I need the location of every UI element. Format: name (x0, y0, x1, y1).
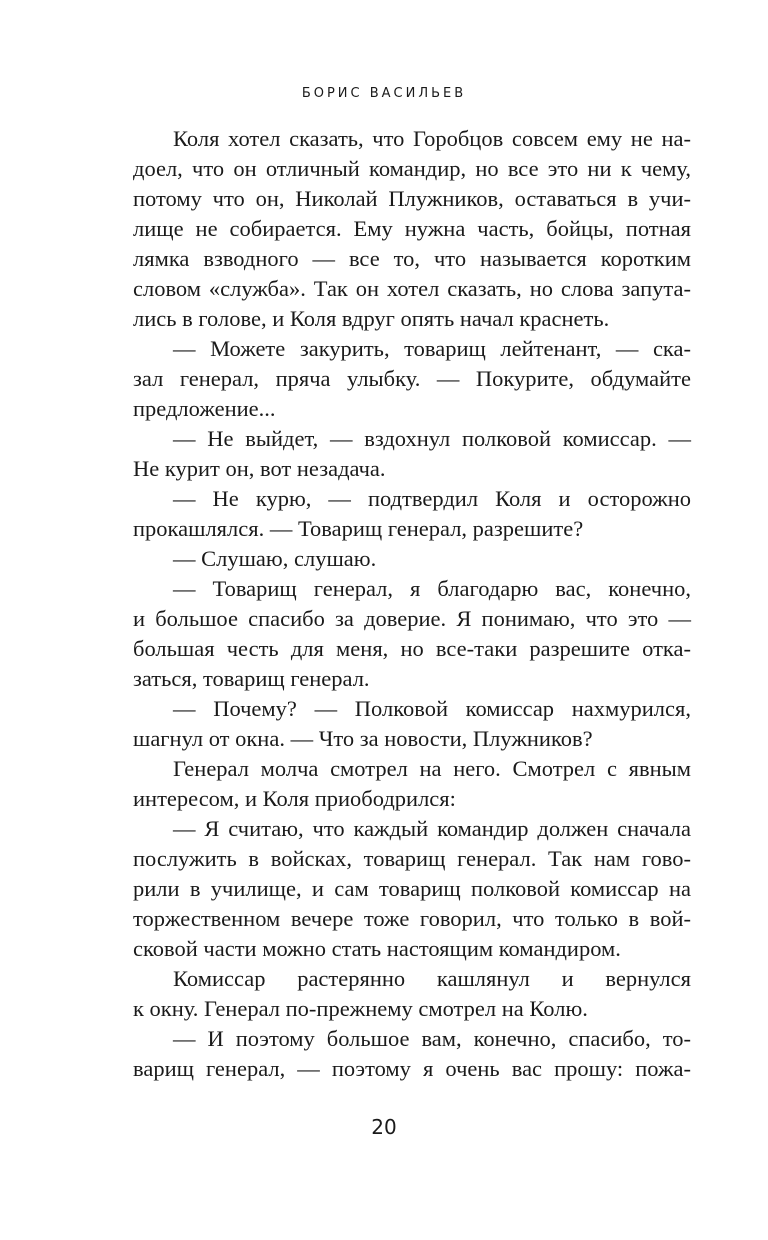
text-line: зал генерал, пряча улыбку. — Покурите, обдумайте (133, 366, 691, 391)
text-line: словом «служба». Так он хотел сказать, но слова запута- (133, 276, 691, 301)
text-line: — Не курю, — подтвердил Коля и осторожно (173, 486, 691, 511)
text-line: сковой части можно стать настоящим командиром. (133, 936, 621, 961)
body-text (133, 124, 691, 1084)
text-line: Не курит он, вот незадача. (133, 456, 386, 481)
page-number: 20 (371, 1115, 397, 1139)
text-line: к окну. Генерал по-прежнему смотрел на Колю. (133, 996, 588, 1021)
text-line: лище не собирается. Ему нужна часть, бойцы, потная (133, 216, 691, 241)
text-line: послужить в войсках, товарищ генерал. Так нам гово- (133, 846, 691, 871)
text-line: интересом, и Коля приободрился: (133, 786, 456, 811)
text-line: предложение... (133, 396, 276, 421)
text-line: заться, товарищ генерал. (133, 666, 370, 691)
text-line: Генерал молча смотрел на него. Смотрел с явным (173, 756, 691, 781)
text-line: Комиссар растерянно кашлянул и вернулся (173, 966, 691, 991)
text-line: — Не выйдет, — вздохнул полковой комиссар. — (173, 426, 691, 451)
text-line: — И поэтому большое вам, конечно, спасибо, то- (173, 1026, 691, 1051)
text-line: большая честь для меня, но все-таки разрешите отка- (133, 636, 691, 661)
running-head-author: БОРИС ВАСИЛЬЕВ (301, 86, 467, 101)
text-line: — Я считаю, что каждый командир должен сначала (173, 816, 691, 841)
text-line: — Слушаю, слушаю. (173, 546, 377, 571)
text-line: лись в голове, и Коля вдруг опять начал краснеть. (133, 306, 610, 331)
text-line: варищ генерал, — поэтому я очень вас прошу: пожа- (133, 1056, 691, 1081)
text-line: — Почему? — Полковой комиссар нахмурился, (173, 696, 691, 721)
text-line: рили в училище, и сам товарищ полковой комиссар на (133, 876, 691, 901)
text-line: — Товарищ генерал, я благодарю вас, конечно, (173, 576, 691, 601)
text-line: доел, что он отличный командир, но все это ни к чему, (133, 156, 691, 181)
text-line: — Можете закурить, товарищ лейтенант, — ска- (173, 336, 691, 361)
text-line: торжественном вечере тоже говорил, что только в вой- (133, 906, 691, 931)
text-line: шагнул от окна. — Что за новости, Плужников? (133, 726, 593, 751)
text-line: прокашлялся. — Товарищ генерал, разрешите? (133, 516, 584, 541)
text-line: Коля хотел сказать, что Горобцов совсем ему не на- (173, 126, 691, 151)
text-line: лямка взводного — все то, что называется коротким (133, 246, 691, 271)
text-line: и большое спасибо за доверие. Я понимаю, что это — (133, 606, 691, 631)
text-line: потому что он, Николай Плужников, оставаться в учи- (133, 186, 691, 211)
